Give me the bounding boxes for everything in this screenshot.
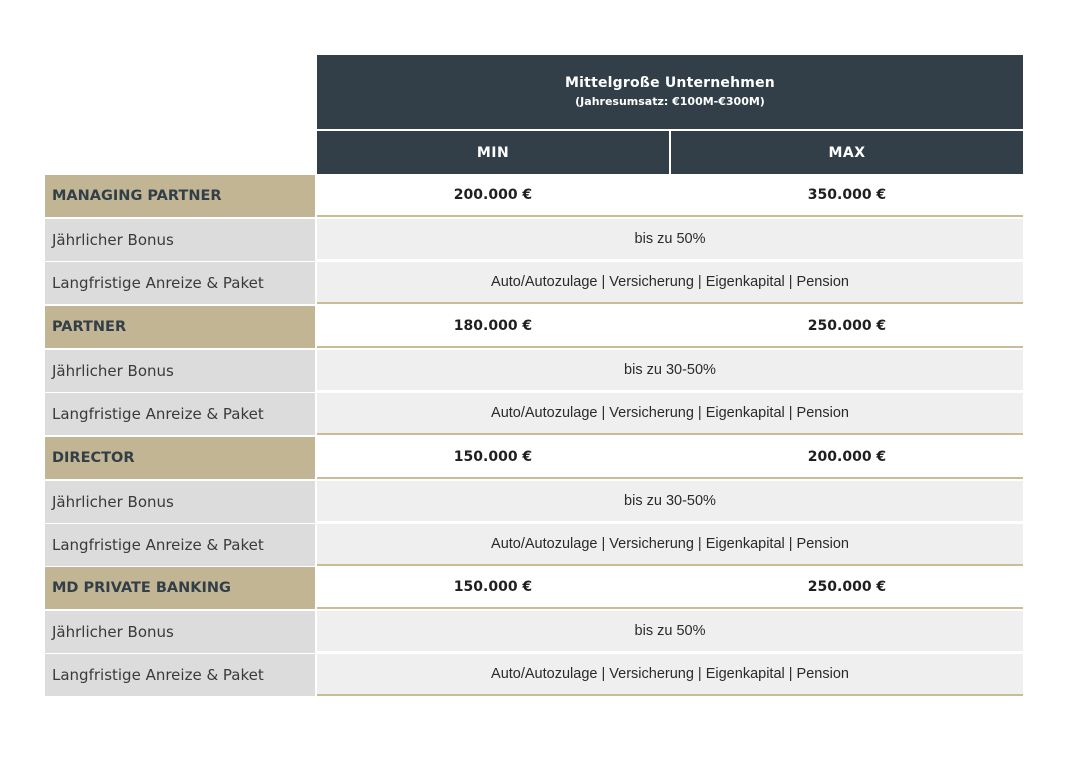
bonus-value: bis zu 30-50%: [624, 362, 716, 378]
role-salary-cells: [317, 567, 1023, 609]
header-title: Mittelgroße Unternehmen: [565, 75, 775, 91]
bonus-cell: [317, 350, 1023, 392]
salary-min: 150.000 €: [453, 579, 533, 595]
role-label: DIRECTOR: [45, 437, 315, 479]
package-label: Langfristige Anreize & Paket: [45, 524, 315, 566]
bonus-row: [45, 350, 1023, 392]
package-row: [45, 524, 1023, 566]
bonus-cell: [317, 219, 1023, 261]
package-row: [45, 262, 1023, 304]
salary-max: 250.000 €: [807, 318, 887, 334]
package-label: Langfristige Anreize & Paket: [45, 262, 315, 304]
header-subtitle: (Jahresumsatz: €100M-€300M): [575, 95, 765, 108]
role-label: MANAGING PARTNER: [45, 175, 315, 217]
bonus-cell: [317, 611, 1023, 653]
bonus-value: bis zu 30-50%: [624, 493, 716, 509]
bonus-label: Jährlicher Bonus: [45, 611, 315, 653]
salary-max: 200.000 €: [807, 449, 887, 465]
salary-max: 350.000 €: [807, 187, 887, 203]
column-header-min: MIN: [317, 131, 669, 174]
salary-min: 180.000 €: [453, 318, 533, 334]
salary-min: 150.000 €: [453, 449, 533, 465]
package-cell: [317, 654, 1023, 696]
role-row: [45, 306, 1023, 348]
bonus-row: [45, 611, 1023, 653]
column-header-max: MAX: [671, 131, 1023, 174]
package-value: Auto/Autozulage | Versicherung | Eigenkapital | Pension: [491, 536, 849, 552]
bonus-value: bis zu 50%: [634, 623, 706, 639]
bonus-cell: [317, 481, 1023, 523]
role-label: MD PRIVATE BANKING: [45, 567, 315, 609]
salary-max: 250.000 €: [807, 579, 887, 595]
package-cell: [317, 262, 1023, 304]
package-cell: [317, 524, 1023, 566]
package-label: Langfristige Anreize & Paket: [45, 393, 315, 435]
bonus-label: Jährlicher Bonus: [45, 481, 315, 523]
package-value: Auto/Autozulage | Versicherung | Eigenkapital | Pension: [491, 405, 849, 421]
package-label: Langfristige Anreize & Paket: [45, 654, 315, 696]
role-row: [45, 175, 1023, 217]
package-cell: [317, 393, 1023, 435]
package-value: Auto/Autozulage | Versicherung | Eigenkapital | Pension: [491, 666, 849, 682]
role-label: PARTNER: [45, 306, 315, 348]
role-salary-cells: [317, 437, 1023, 479]
bonus-value: bis zu 50%: [634, 231, 706, 247]
salary-min: 200.000 €: [453, 187, 533, 203]
role-salary-cells: [317, 306, 1023, 348]
package-row: [45, 393, 1023, 435]
role-salary-cells: [317, 175, 1023, 217]
bonus-row: [45, 481, 1023, 523]
role-row: [45, 567, 1023, 609]
bonus-row: [45, 219, 1023, 261]
package-value: Auto/Autozulage | Versicherung | Eigenkapital | Pension: [491, 274, 849, 290]
table-header: [317, 55, 1023, 129]
bonus-label: Jährlicher Bonus: [45, 219, 315, 261]
role-row: [45, 437, 1023, 479]
bonus-label: Jährlicher Bonus: [45, 350, 315, 392]
package-row: [45, 654, 1023, 696]
